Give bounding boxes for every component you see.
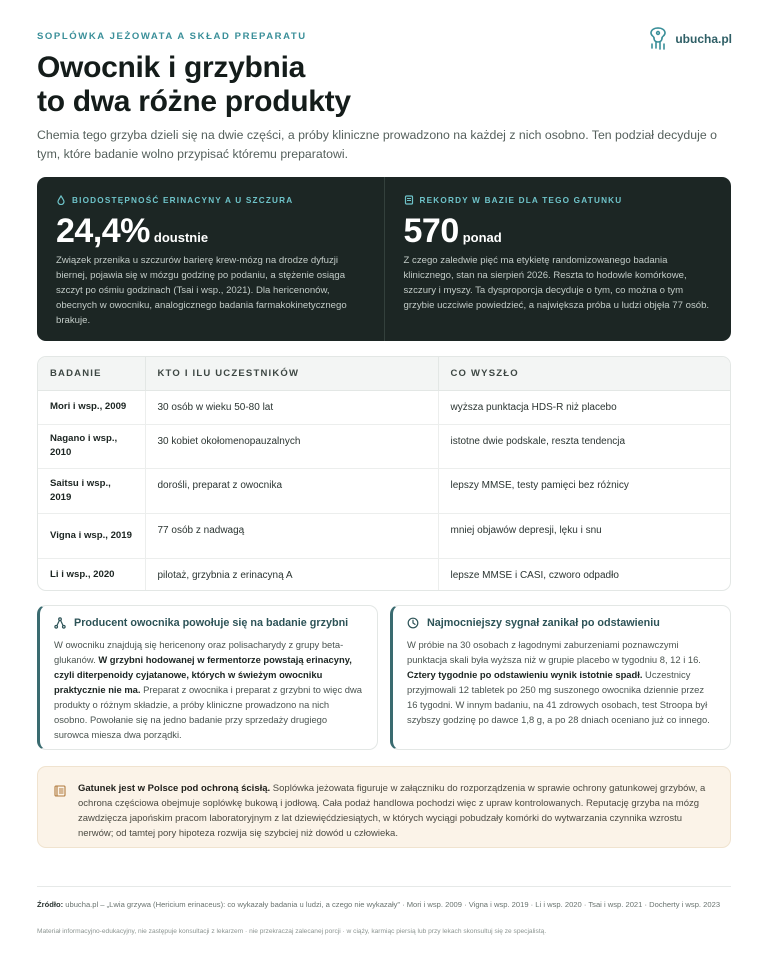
cell-participants: 77 osób z nadwagą [145, 513, 438, 558]
stat-number: 24,4% [56, 212, 150, 250]
disclaimer: Materiał informacyjno-edukacyjny, nie zastępuje konsultacji z lekarzem · nie przekraczaj zalecanej porcji · w ciąży, karmiąc piersią lub przy lekach skonsultuj się ze specjalistą. [37, 928, 547, 935]
notice-text [78, 781, 712, 841]
column-header-participants: KTO I ILU UCZESTNIKÓW [145, 357, 438, 390]
card-withdrawal [390, 605, 731, 750]
title-line-2: to dwa różne produkty [37, 85, 351, 118]
split-icon [54, 617, 66, 629]
clock-icon [407, 617, 419, 629]
eyebrow: SOPLÓWKA JEŻOWATA A SKŁAD PREPARATU [37, 31, 307, 42]
stat-value [56, 213, 366, 249]
cell-participants: 30 osób w wieku 50-80 lat [145, 390, 438, 424]
footer-divider [37, 886, 731, 887]
drop-icon [56, 195, 66, 205]
column-header-result: CO WYSZŁO [438, 357, 730, 390]
cell-participants: 30 kobiet okołomenopauzalnych [145, 424, 438, 468]
card-body [407, 637, 716, 727]
card-fruiting-body [37, 605, 378, 750]
card-title [407, 617, 716, 629]
table-header-row [38, 357, 730, 390]
card-title [54, 617, 363, 629]
card-text-part: W próbie na 30 osobach z łagodnymi zaburzeniami poznawczymi punktacja skali była wyższa niż w grupie placebo w tygodniu 8, 12 i 16. [407, 639, 701, 665]
cell-participants: pilotaż, grzybnia z erinacyną A [145, 558, 438, 591]
cell-result: lepsze MMSE i CASI, czworo odpadło [438, 558, 730, 591]
cell-study: Vigna i wsp., 2019 [38, 513, 145, 558]
title-line-1: Owocnik i grzybnia [37, 51, 305, 84]
table-row [38, 468, 730, 513]
cell-study: Mori i wsp., 2009 [50, 401, 127, 412]
stat-unit: doustnie [153, 230, 209, 245]
stat-value [404, 213, 714, 249]
stat-description: Z czego zaledwie pięć ma etykietę randomizowanego badania klinicznego, stan na sierpień 2026. Reszta to hodowle komórkowe, szczury i myszy. Ta dysproporcja decyduje o tym, co można o tym grzybie uczciwie powiedzieć, a największa próba u ludzi objęła 77 osób. [403, 255, 710, 311]
column-header-study: BADANIE [38, 357, 145, 390]
brand-name: ubucha.pl [675, 32, 732, 46]
stat-unit: ponad [462, 230, 502, 245]
card-text-part: W owocniku znajdują się hericenony oraz polisacharydy z grupy beta-glukanów. [54, 639, 344, 665]
cell-result: lepszy MMSE, testy pamięci bez różnicy [438, 468, 730, 513]
source-text: ubucha.pl – „Lwia grzywa (Hericium erinaceus): co wykazały badania u ludzi, a czego nie wykazały” · Mori i wsp. 2009 · Vigna i wsp. 2019 · Li i wsp. 2020 · Tsai i wsp. 2021 · Docherty i wsp. 2023 [63, 900, 721, 909]
notice-emphasis: Gatunek jest w Polsce pod ochroną ścisłą. [78, 783, 271, 794]
stat-bioavailability [37, 177, 384, 341]
cell-participants: dorośli, preparat z owocnika [145, 468, 438, 513]
stat-description: Związek przenika u szczurów barierę krew-mózg na drodze dyfuzji biernej, pojawia się w mózgu godzinę po podaniu, a stężenie osiąga szczyt po ośmiu godzinach (Tsai i wsp., 2021). Dla hericenonów, obecnych w owocniku, analogicznego badania farmakokinetycznego brakuje. [56, 255, 347, 326]
protection-notice [37, 766, 731, 848]
stats-panel [37, 177, 731, 341]
brand[interactable] [647, 26, 732, 52]
studies-table [37, 356, 731, 591]
lead-paragraph: Chemia tego grzyba dzieli się na dwie części, a próby kliniczne prowadzono na każdej z nich osobno. Ten podział decyduje o tym, które badanie wolno przypisać któremu preparatowi. [37, 128, 717, 161]
table-row [38, 558, 730, 591]
stat-label-text: BIODOSTĘPNOŚĆ ERINACYNY A U SZCZURA [72, 195, 294, 205]
cell-study: Li i wsp., 2020 [38, 558, 145, 591]
stat-label [56, 195, 366, 205]
cell-result: mniej objawów depresji, lęku i snu [438, 513, 730, 558]
card-text-part: Uczestnicy przyjmowali 12 tabletek po 250 mg suszonego owocnika dziennie przez 16 tygodni. W innym badaniu, na 41 zdrowych osobach, test Stroopa był szybszy godzinę po dawce 1,8 g, a po 28 dniach oceniano już co innego. [407, 669, 710, 725]
card-text-emphasis: Cztery tygodnie po odstawieniu wynik istotnie spadł. [407, 669, 643, 680]
table-row [38, 513, 730, 558]
cell-result: wyższa punktacja HDS-R niż placebo [438, 390, 730, 424]
stat-label [404, 195, 714, 205]
card-title-text: Producent owocnika powołuje się na badanie grzybni [74, 617, 349, 629]
card-title-text: Najmocniejszy sygnał zanikał po odstawieniu [427, 617, 660, 629]
mushroom-logo-icon [647, 26, 669, 52]
list-icon [54, 785, 66, 797]
stat-number: 570 [403, 212, 459, 250]
table-row [38, 390, 730, 424]
cell-study: Nagano i wsp., 2010 [38, 424, 145, 468]
stat-records [384, 177, 732, 341]
source-label: Źródło: [37, 900, 64, 909]
card-body [54, 637, 363, 742]
page-title [37, 51, 597, 119]
notice-body: Soplówka jeżowata figuruje w załączniku do rozporządzenia w sprawie ochrony gatunkowej grzybów, a ochrona częściowa obejmuje soplówkę bukową i jodłową. Cała podaż handlowa pochodzi więc z upraw kontrolowanych. Reputację grzyba na mózg zawdzięcza japońskim pracom laboratoryjnym z lat dziewięćdziesiątych, w których wyciągi pobudzały komórki do wytwarzania czynnika wzrostu nerwów; od tamtej pory hipoteza rozwija się szybciej niż dowód u człowieka. [78, 783, 706, 839]
cell-study: Saitsu i wsp., 2019 [38, 468, 145, 513]
card-text-emphasis: W grzybni hodowanej w fermentorze powstają erinacyny, czyli diterpenoidy cyjatanowe, których w świeżym owocniku praktycznie nie ma. [54, 654, 352, 695]
cell-result: istotne dwie podskale, reszta tendencja [438, 424, 730, 468]
source-note [37, 899, 737, 911]
table-row [38, 424, 730, 468]
database-icon [404, 195, 414, 205]
card-text-part: Preparat z owocnika i preparat z grzybni to więc dwa produkty o różnym składzie, a próby kliniczne prowadzono na nich osobno. Powołanie się na jedno badanie przy sprzedaży drugiego surowca miesza dwa porządki. [54, 684, 362, 740]
stat-label-text: REKORDY W BAZIE DLA TEGO GATUNKU [419, 195, 623, 205]
